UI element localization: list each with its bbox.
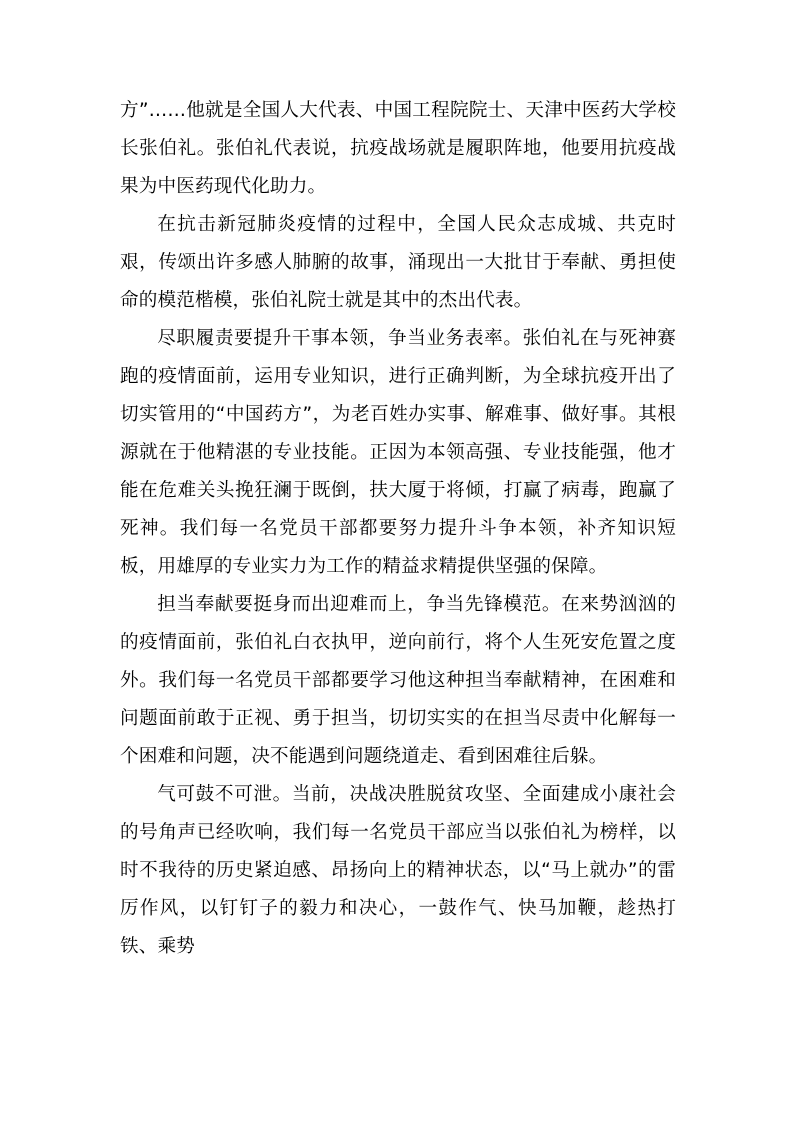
paragraph-dedication: 担当奉献要挺身而出迎难而上，争当先锋模范。在来势汹汹的的疫情面前，张伯礼白衣执甲，逆向前行，将个人生死安危置之度外。我们每一名党员干部都要学习他这种担当奉献精神，在困难和问题面前敢于正视、勇于担当，切切实实的在担当尽责中化解每一个困难和问题，决不能遇到问题绕道走、看到困难往后躲。: [120, 594, 676, 767]
paragraph-intro: 在抗击新冠肺炎疫情的过程中，全国人民众志成城、共克时艰，传颂出许多感人肺腑的故事，涌现出一大批甘于奉献、勇担使命的模范楷模，张伯礼院士就是其中的杰出代表。: [120, 214, 676, 311]
paragraph-morale: 气可鼓不可泄。当前，决战决胜脱贫攻坚、全面建成小康社会的号角声已经吹响，我们每一名党员干部应当以张伯礼为榜样，以时不我待的历史紧迫感、昂扬向上的精神状态，以“马上就办”的雷厉作风，以钉钉子的毅力和决心，一鼓作气、快马加鞭，趁热打铁、乘势: [120, 784, 676, 957]
document-body: [120, 92, 676, 966]
paragraph-duty: 尽职履责要提升干事本领，争当业务表率。张伯礼在与死神赛跑的疫情面前，运用专业知识，进行正确判断，为全球抗疫开出了切实管用的“中国药方”，为老百姓办实事、解难事、做好事。其根源就在于他精湛的专业技能。正因为本领高强、专业技能强，他才能在危难关头挽狂澜于既倒，扶大厦于将倾，打赢了病毒，跑赢了死神。我们每一名党员干部都要努力提升斗争本领，补齐知识短板，用雄厚的专业实力为工作的精益求精提供坚强的保障。: [120, 328, 676, 577]
paragraph-continuation: 方”……他就是全国人大代表、中国工程院院士、天津中医药大学校长张伯礼。张伯礼代表说，抗疫战场就是履职阵地，他要用抗疫战果为中医药现代化助力。: [120, 100, 676, 197]
